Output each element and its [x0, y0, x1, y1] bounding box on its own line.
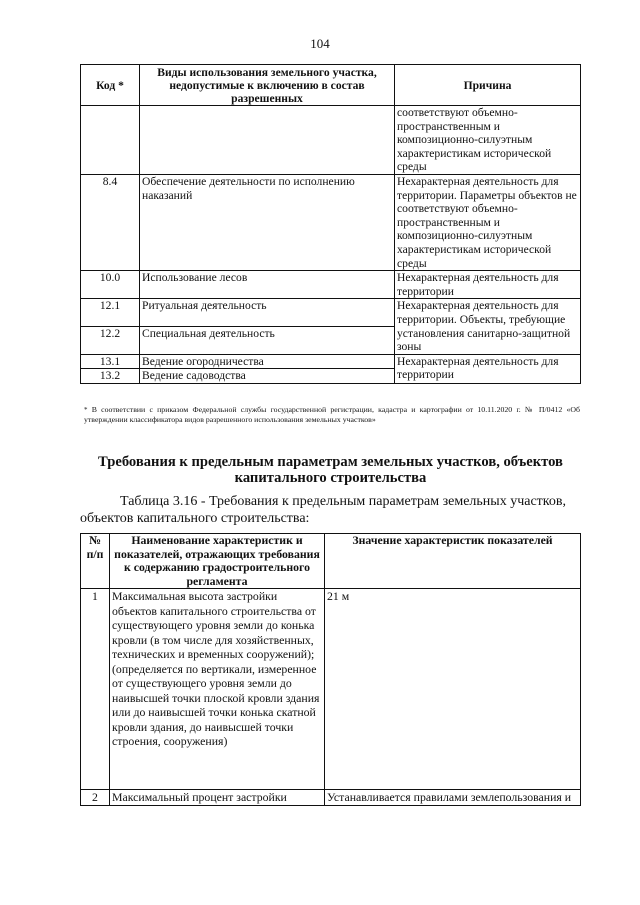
header-reason: Причина	[395, 65, 581, 106]
cell-code: 12.2	[81, 327, 140, 355]
cell-value: 21 м	[325, 589, 581, 790]
cell-reason: Нехарактерная деятельность для территории. Параметры объектов не соответствуют объемно-пространственным и композиционно-силуэтным характеристикам исторической среды	[395, 174, 581, 270]
cell-use-type: Специальная деятельность	[140, 327, 395, 355]
table-caption: Таблица 3.16 - Требования к предельным параметрам земельных участков, объектов капитального строительства:	[80, 494, 566, 526]
cell-reason: Нехарактерная деятельность для территории	[395, 271, 581, 299]
table-header-row	[81, 65, 581, 106]
table-row	[81, 299, 581, 327]
cell-code: 8.4	[81, 174, 140, 270]
cell-use-type: Использование лесов	[140, 271, 395, 299]
header-name: Наименование характеристик и показателей, отражающих требования к содержанию градостроительного регламента	[110, 534, 325, 589]
cell-use-type: Обеспечение деятельности по исполнению наказаний	[140, 174, 395, 270]
footnote-mark: *	[84, 406, 88, 414]
cell-code: 13.1	[81, 354, 140, 369]
cell-reason: Нехарактерная деятельность для территории. Объекты, требующие установления санитарно-защитной зоны	[395, 299, 581, 354]
prohibited-uses-table	[80, 64, 581, 384]
table-row	[81, 589, 581, 790]
footnote-text: В соответствии с приказом Федеральной службы государственной регистрации, кадастра и картографии от 10.11.2020 г. № П/0412 «Об утверждении классификатора видов разрешенного использования земельных участков»	[84, 405, 580, 424]
table-row	[81, 790, 581, 806]
table-row	[81, 271, 581, 299]
header-use-type: Виды использования земельного участка, недопустимые к включению в состав разрешенных	[140, 65, 395, 106]
cell-use-type: Ритуальная деятельность	[140, 299, 395, 327]
cell-use-type: Ведение садоводства	[140, 369, 395, 384]
header-value: Значение характеристик показателей	[325, 534, 581, 589]
table-row	[81, 174, 581, 270]
footnote	[84, 405, 580, 425]
cell-code: 10.0	[81, 271, 140, 299]
cell-name: Максимальная высота застройки объектов капитального строительства от существующего уровня земли до конька кровли (в том числе для хозяйственных, технических и временных сооружений); (определяется по вертикали, измеренное от существующего уровня земли до наивысшей точки плоской кровли здания или до наивысшей точки конька скатной кровли здания, до наивысшей точки строения, сооружения)	[110, 589, 325, 790]
table-row	[81, 106, 581, 175]
cell-num: 1	[81, 589, 110, 790]
cell-num: 2	[81, 790, 110, 806]
parameters-table	[80, 533, 581, 806]
cell-name: Максимальный процент застройки	[110, 790, 325, 806]
page-number: 104	[310, 36, 330, 51]
table-row	[81, 354, 581, 369]
cell-code: 12.1	[81, 299, 140, 327]
section-title: Требования к предельным параметрам земельных участков, объектов капитального строительства	[98, 454, 563, 486]
cell-reason: Нехарактерная деятельность для территории	[395, 354, 581, 383]
table-header-row	[81, 534, 581, 589]
header-code: Код *	[81, 65, 140, 106]
cell-code: 13.2	[81, 369, 140, 384]
cell-value: Устанавливается правилами землепользования и	[325, 790, 581, 806]
header-num: № п/п	[81, 534, 110, 589]
reason-continued: соответствуют объемно-пространственным и композиционно-силуэтным характеристикам исторической среды	[395, 106, 581, 175]
cell-use-type: Ведение огородничества	[140, 354, 395, 369]
